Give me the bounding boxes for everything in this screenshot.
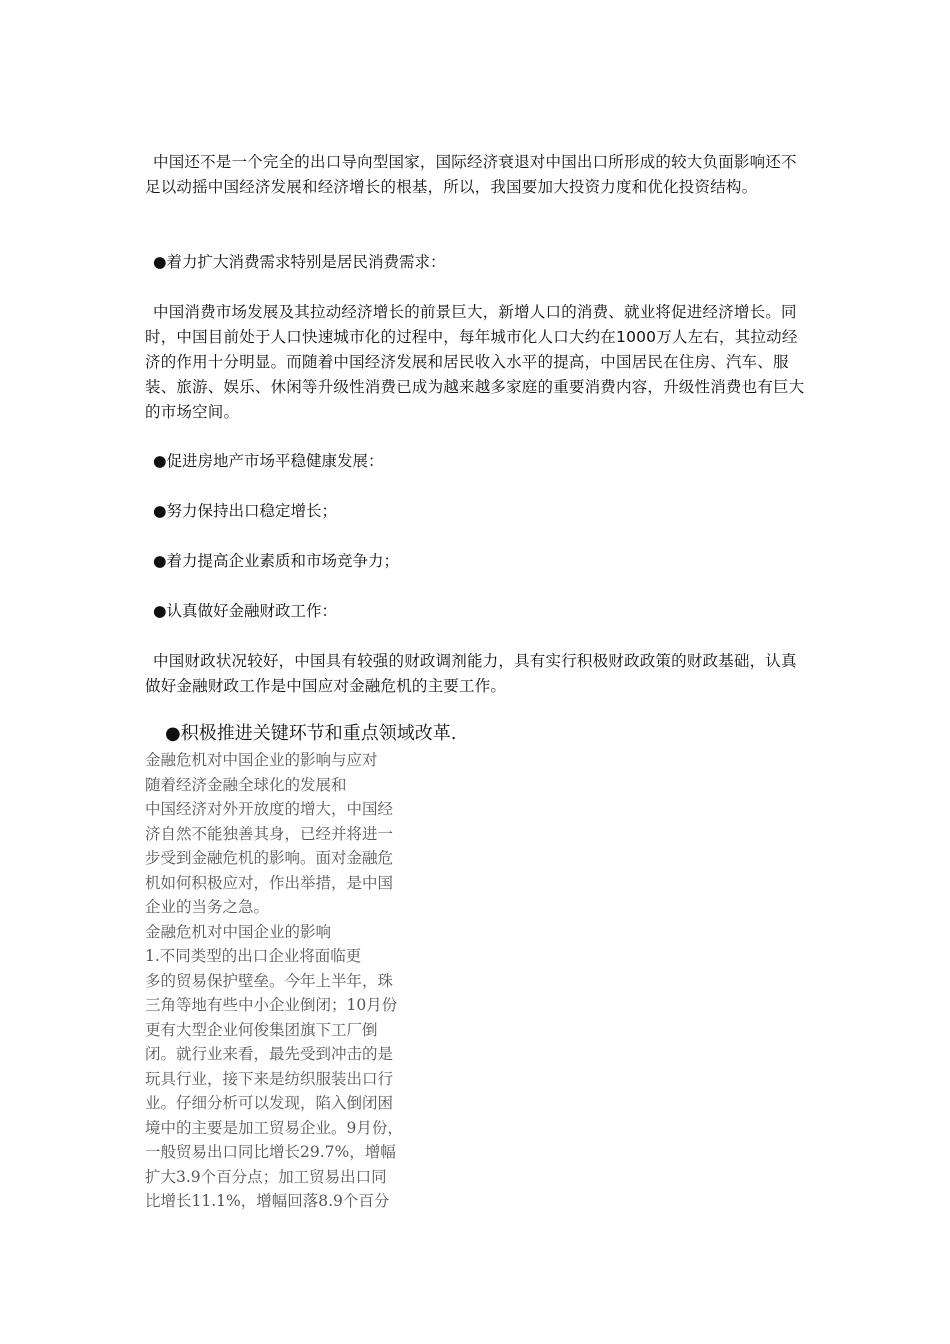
column-line: 闭。就行业来看，最先受到冲击的是 — [145, 1045, 394, 1063]
column-line: 比增长11.1%，增幅回落8.9个百分 — [145, 1192, 390, 1210]
column-line: 一般贸易出口同比增长29.7%，增幅 — [145, 1143, 396, 1161]
column-line: 更有大型企业何俊集团旗下工厂倒 — [145, 1020, 378, 1039]
column-line: 境中的主要是加工贸易企业。9月份， — [145, 1118, 403, 1137]
bullet-enterprise-quality: ●着力提高企业素质和市场竞争力； — [153, 552, 400, 570]
bullet-finance-fiscal: ●认真做好金融财政工作： — [153, 602, 338, 620]
paragraph-consumption-market: 中国消费市场发展及其拉动经济增长的前景巨大，新增人口的消费、就业将促进经济增长。同时，中国目前处于人口快速城市化的过程中，每年城市化人口大约在1000万人左右，其拉动经济的作用十分明显。而随着中国经济发展和居民收入水平的提高，中国居民在住房、汽车、服装、旅游、娱乐、休闲等升级性消费已成为越来越多家庭的重要消费内容，升级性消费也有巨大的市场空间。 — [145, 303, 805, 421]
column-line: 业。仔细分析可以发现，陷入倒闭困 — [145, 1094, 394, 1112]
column-line: 金融危机对中国企业的影响 — [145, 922, 332, 941]
paragraph-export-orientation: 中国还不是一个完全的出口导向型国家，国际经济衰退对中国出口所形成的较大负面影响还不足以动摇中国经济发展和经济增长的根基，所以，我国要加大投资力度和优化投资结构。 — [145, 153, 797, 196]
column-line: 随着经济金融全球化的发展和 — [145, 775, 347, 794]
column-line: 步受到金融危机的影响。面对金融危 — [145, 849, 394, 867]
column-line: 三角等地有些中小企业倒闭；10月份 — [145, 996, 398, 1014]
paragraph-fiscal-status: 中国财政状况较好，中国具有较强的财政调剂能力，具有实行积极财政政策的财政基础，认真做好金融财政工作是中国应对金融危机的主要工作。 — [145, 652, 797, 695]
column-line: 企业的当务之急。 — [145, 898, 270, 916]
bullet-real-estate: ●促进房地产市场平稳健康发展： — [153, 452, 384, 470]
article-column — [145, 748, 417, 1214]
column-line: 中国经济对外开放度的增大，中国经 — [145, 800, 394, 818]
column-line: 扩大3.9个百分点；加工贸易出口同 — [145, 1167, 387, 1186]
column-line: 玩具行业，接下来是纺织服装出口行 — [145, 1069, 394, 1088]
column-line: 机如何积极应对，作出举措，是中国 — [145, 873, 394, 892]
bullet-expand-consumption: ●着力扩大消费需求特别是居民消费需求： — [153, 253, 446, 271]
bullet-export-growth: ●努力保持出口稳定增长； — [153, 502, 338, 520]
column-line: 金融危机对中国企业的影响与应对 — [145, 751, 378, 769]
column-line: 1.不同类型的出口企业将面临更 — [145, 947, 362, 965]
column-line: 济自然不能独善其身，已经并将进一 — [145, 824, 394, 843]
column-line: 多的贸易保护壁垒。今年上半年，珠 — [145, 971, 394, 990]
section-heading-reform: ●积极推进关键环节和重点领域改革. — [165, 723, 457, 744]
